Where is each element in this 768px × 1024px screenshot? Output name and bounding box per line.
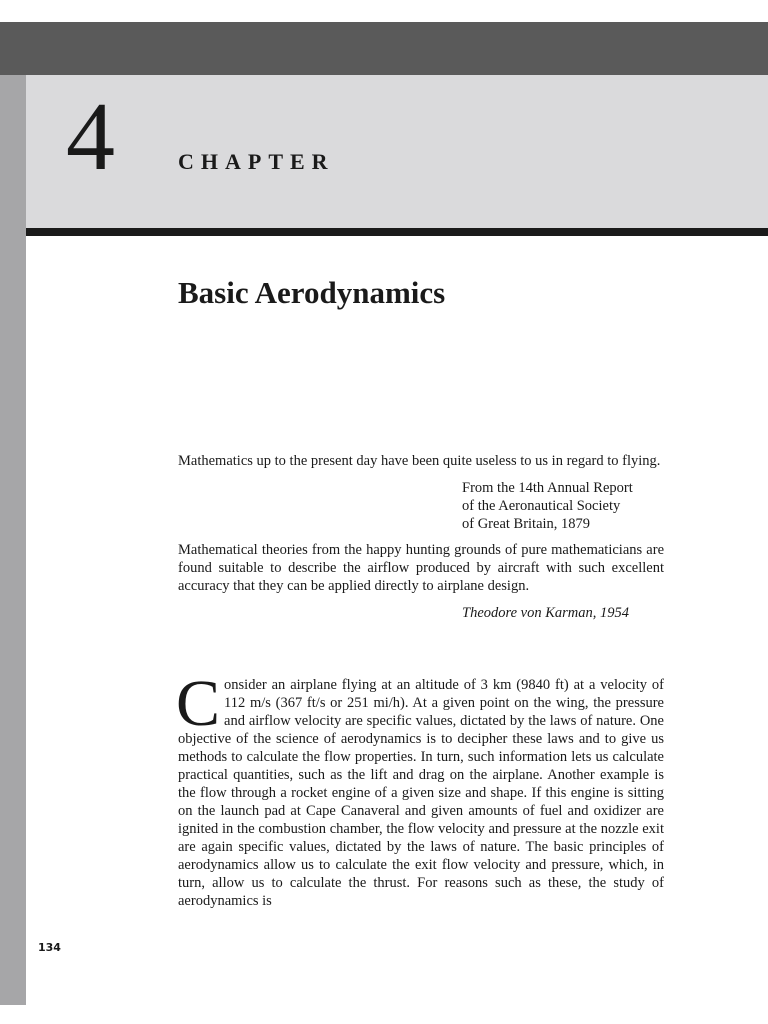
epigraph-quote-1: Mathematics up to the present day have been quite useless to us in regard to flying. xyxy=(178,453,661,469)
chapter-header-band xyxy=(26,75,768,228)
chapter-label: CHAPTER xyxy=(178,149,335,174)
epigraph-quote-2: Mathematical theories from the happy hunting grounds of pure mathematicians are found suitable to describe the airflow produced by aircraft with such excellent accuracy that they can be applied directly to airplane design. xyxy=(178,542,664,594)
epigraph-attribution-1 xyxy=(462,479,682,533)
attribution-line: of the Aeronautical Society xyxy=(462,498,621,514)
left-margin-bar xyxy=(0,75,26,1005)
header-rule xyxy=(26,228,768,236)
page-number: 134 xyxy=(38,941,61,954)
top-banner xyxy=(0,22,768,75)
chapter-number: 4 xyxy=(66,83,115,191)
epigraph-attribution-2: Theodore von Karman, 1954 xyxy=(462,605,630,621)
attribution-line: From the 14th Annual Report xyxy=(462,480,633,496)
chapter-title: Basic Aerodynamics xyxy=(178,275,446,310)
attribution-line: of Great Britain, 1879 xyxy=(462,516,591,532)
body-paragraph xyxy=(176,667,664,910)
drop-cap: C xyxy=(176,667,221,740)
body-text: onsider an airplane flying at an altitude of 3 km (9840 ft) at a velocity of 112 m/s (367 ft/s or 251 mi/h). At a given point on the wing, the pressure and airflow velocity are specific values, dictated by the laws of nature. One objective of the science of aerodynamics is to decipher these laws and to give us methods to calculate the flow properties. In turn, such information lets us calculate practical quantities, such as the lift and drag on the airplane. Another example is the flow through a rocket engine of a given size and shape. If this engine is sitting on the launch pad at Cape Canaveral and given amounts of fuel and oxidizer are ignited in the combustion chamber, the flow velocity and pressure at the nozzle exit are again specific values, dictated by the laws of nature. The basic principles of aerodynamics allow us to calculate the exit flow velocity and pressure, which, in turn, allow us to calculate the thrust. For reasons such as these, the study of aerodynamics is xyxy=(178,677,664,909)
